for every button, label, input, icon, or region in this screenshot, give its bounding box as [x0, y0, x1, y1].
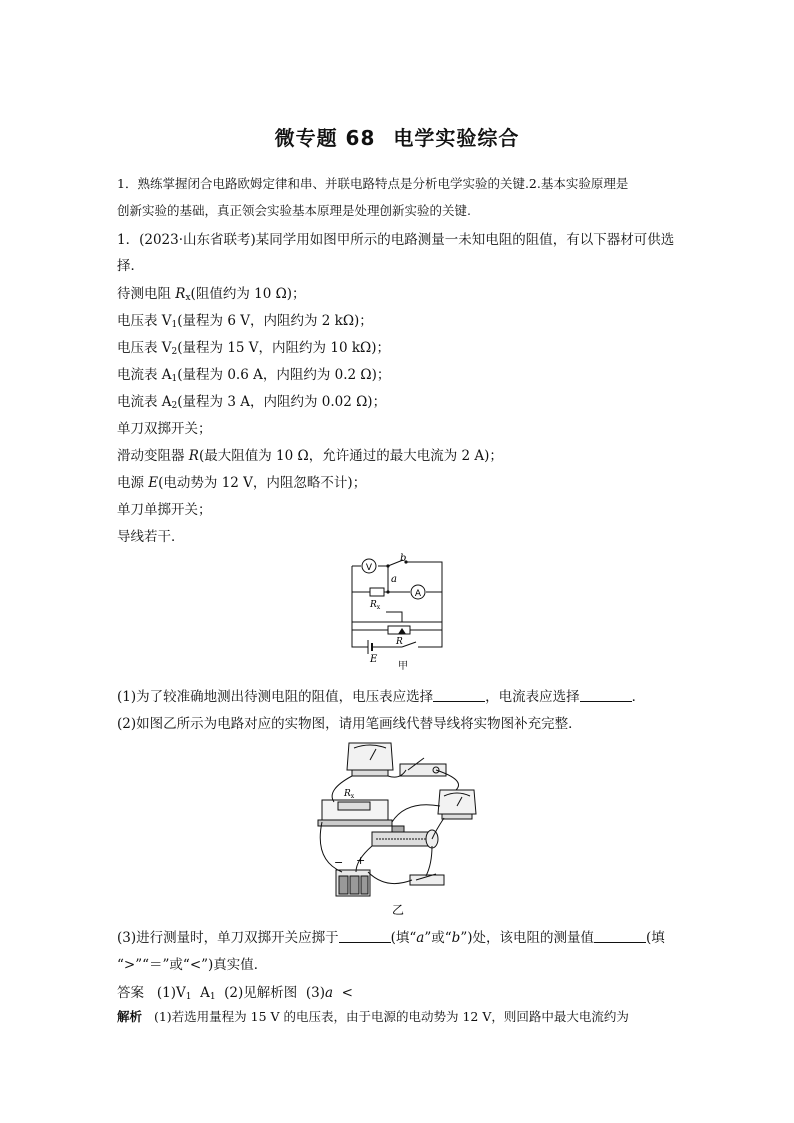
label-voltmeter: V — [365, 563, 373, 573]
question-stem: 1．(2023·山东省联考)某同学用如图甲所示的电路测量一未知电阻的阻值，有以下器材可供选 — [117, 232, 675, 248]
figure-caption-jia: 甲 — [398, 661, 408, 672]
part-3: (3)进行测量时，单刀双掷开关应掷于 (填“a”或“b”)处，该电阻的测量值 (填 — [117, 930, 665, 946]
item-a2: 电流表 $A_2$(量程为 3 A，内阻约为 0.02 Ω)； — [117, 394, 387, 411]
item-rx: 待测电阻 $R_x$(阻值约为 10 Ω)； — [117, 286, 306, 303]
answer-blank[interactable] — [433, 689, 485, 702]
item-v2: 电压表 $V_2$(量程为 15 V，内阻约为 10 kΩ)； — [117, 340, 390, 357]
label-ammeter: A — [414, 589, 422, 599]
part-1: (1)为了较准确地测出待测电阻的阻值，电压表应选择 ，电流表应选择 ． — [117, 689, 646, 705]
battery-plus-label: + — [356, 854, 366, 867]
label-rx: $R_x$ — [370, 600, 381, 611]
battery-minus-label: − — [334, 856, 344, 869]
answer-line: 答案 $(1)V_1$ $A_1$ (2)见解析图 (3)a < — [117, 985, 353, 1002]
label-b: b — [400, 553, 407, 564]
item-rheostat: 滑动变阻器 R(最大阻值为 10 Ω，允许通过的最大电流为 2 A)； — [117, 448, 503, 464]
item-a1: 电流表 $A_1$(量程为 0.6 A，内阻约为 0.2 Ω)； — [117, 367, 391, 384]
analysis-line: 解析 (1)若选用量程为 15 V 的电压表，由于电源的电动势为 12 V，则回路中最大电流约为 — [117, 1009, 629, 1024]
circuit-diagram-jia — [340, 552, 455, 677]
figure-caption-yi: 乙 — [392, 903, 405, 917]
item-dpdt: 单刀双掷开关； — [117, 421, 212, 437]
intro-line-1: 1．熟练掌握闭合电路欧姆定律和串、并联电路特点是分析电学实验的关键.2.基本实验原理是 — [117, 176, 629, 191]
label-rx-yi: $R_x$ — [344, 789, 355, 800]
intro-line-2: 创新实验的基础，真正领会实验基本原理是处理创新实验的关键. — [117, 203, 471, 218]
answer-blank[interactable] — [594, 930, 646, 943]
apparatus-figure-yi — [316, 740, 480, 918]
item-spst: 单刀单掷开关； — [117, 502, 212, 518]
label-e: E — [370, 654, 378, 665]
part-3-cont: “>”“＝”或“<”)真实值． — [117, 957, 268, 973]
part-2: (2)如图乙所示为电路对应的实物图，请用笔画线代替导线将实物图补充完整． — [117, 716, 582, 732]
item-source: 电源 E(电动势为 12 V，内阻忽略不计)； — [117, 475, 367, 491]
page-title — [0, 122, 794, 151]
item-v1: 电压表 $V_1$(量程为 6 V，内阻约为 2 kΩ)； — [117, 313, 373, 330]
label-a: a — [391, 574, 397, 585]
item-wires: 导线若干． — [117, 529, 185, 545]
title-number: 微专题 68 — [274, 126, 376, 150]
label-r: R — [396, 637, 403, 647]
answer-blank[interactable] — [580, 689, 632, 702]
title-topic: 电学实验综合 — [393, 126, 520, 150]
answer-blank[interactable] — [339, 930, 391, 943]
question-stem-cont: 择． — [117, 258, 144, 274]
